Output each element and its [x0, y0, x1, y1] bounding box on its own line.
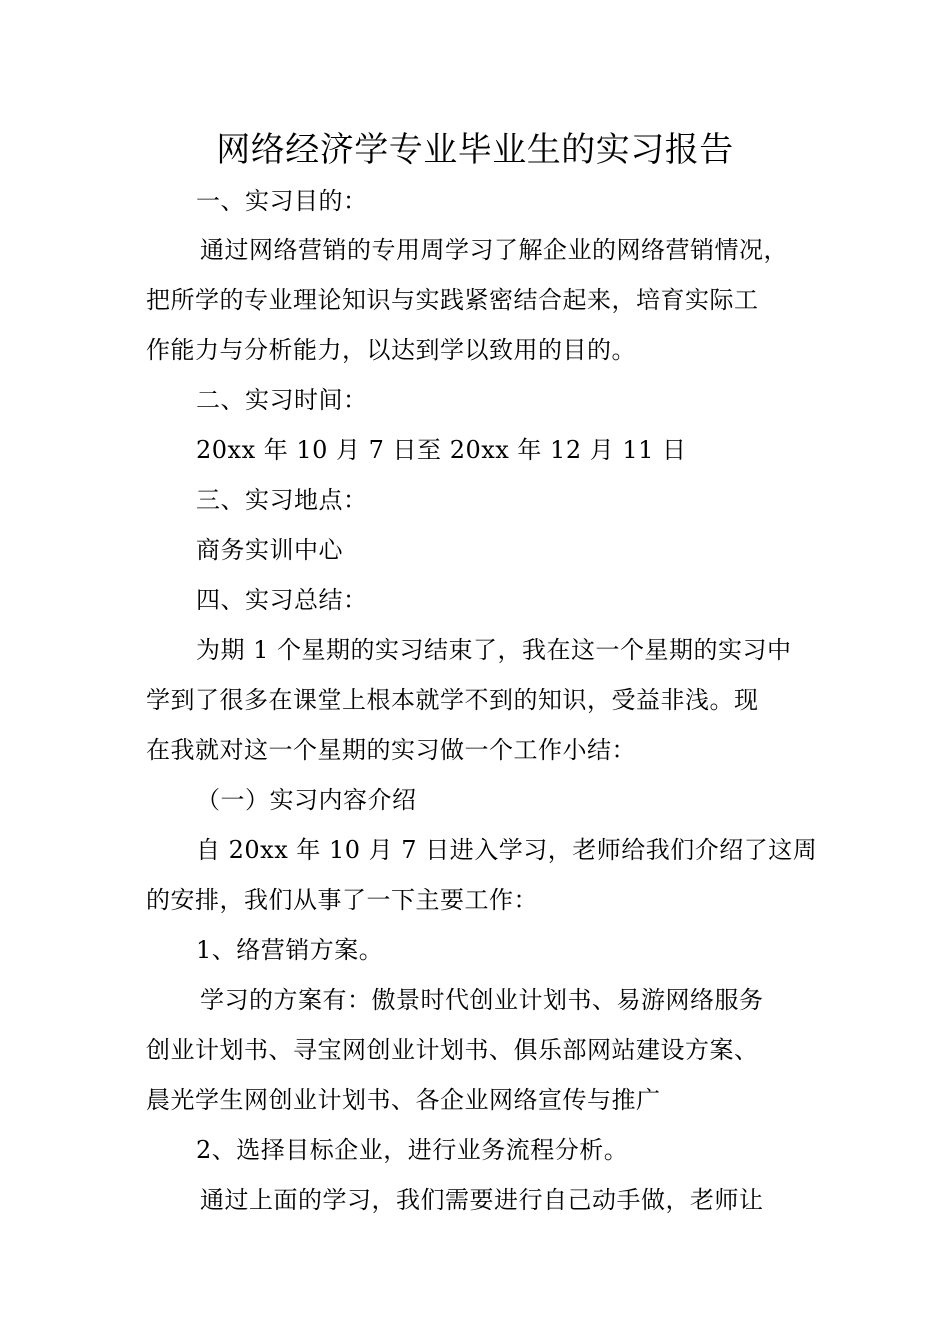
paragraph-line: 通过上面的学习，我们需要进行自己动手做，老师让 — [200, 1186, 764, 1214]
list-item-heading: 2、选择目标企业，进行业务流程分析。 — [196, 1136, 629, 1164]
paragraph-line: 学到了很多在课堂上根本就学不到的知识，受益非浅。现 — [146, 686, 759, 714]
paragraph-line: 自 20xx 年 10 月 7 日进入学习，老师给我们介绍了这周 — [196, 836, 818, 864]
section-heading-summary: 四、实习总结： — [196, 586, 368, 614]
list-item-heading: 1、络营销方案。 — [196, 936, 384, 964]
paragraph-line: 商务实训中心 — [196, 536, 343, 564]
paragraph-line: 创业计划书、寻宝网创业计划书、俱乐部网站建设方案、 — [146, 1036, 759, 1064]
paragraph-line: 把所学的专业理论知识与实践紧密结合起来，培育实际工 — [146, 286, 759, 314]
document-title: 网络经济学专业毕业生的实习报告 — [216, 130, 734, 170]
paragraph-line: 晨光学生网创业计划书、各企业网络宣传与推广 — [146, 1086, 661, 1114]
section-heading-time: 二、实习时间： — [196, 386, 368, 414]
paragraph-line: 作能力与分析能力，以达到学以致用的目的。 — [146, 336, 636, 364]
subsection-heading: （一）实习内容介绍 — [196, 786, 417, 814]
section-heading-purpose: 一、实习目的： — [196, 187, 368, 215]
paragraph-line: 在我就对这一个星期的实习做一个工作小结： — [146, 736, 636, 764]
paragraph-line: 20xx 年 10 月 7 日至 20xx 年 12 月 11 日 — [196, 436, 687, 464]
section-heading-location: 三、实习地点： — [196, 486, 368, 514]
paragraph-line: 学习的方案有：傲景时代创业计划书、易游网络服务 — [200, 986, 764, 1014]
paragraph-line: 通过网络营销的专用周学习了解企业的网络营销情况， — [200, 236, 788, 264]
paragraph-line: 为期 1 个星期的实习结束了，我在这一个星期的实习中 — [196, 636, 792, 664]
paragraph-line: 的安排，我们从事了一下主要工作： — [146, 886, 538, 914]
